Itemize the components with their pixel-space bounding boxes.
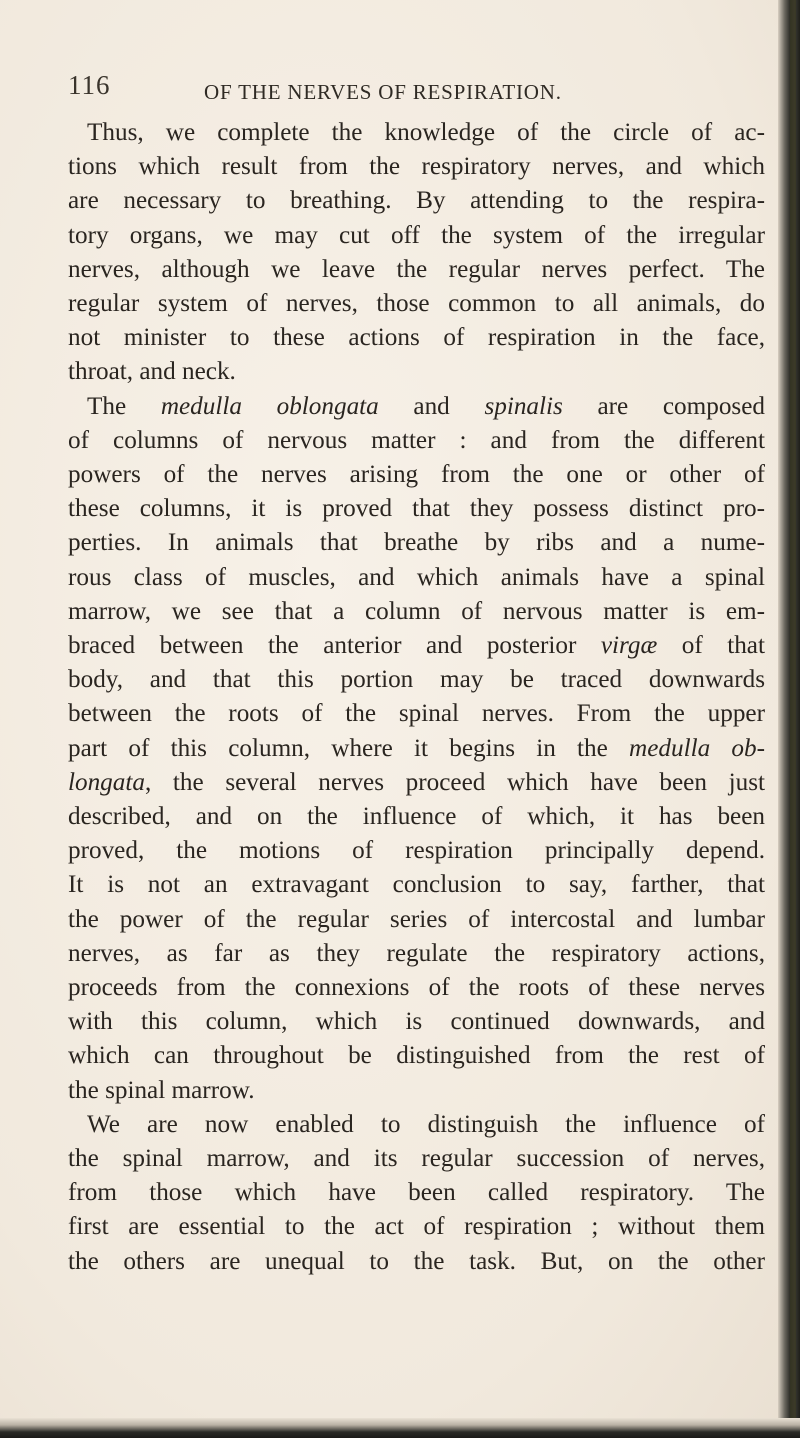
text-line: marrow, we see that a column of nervous matter is em- xyxy=(68,597,765,625)
text-line: proved, the motions of respiration principally depend. xyxy=(68,837,765,865)
text-line: body, and that this portion may be traced downwards xyxy=(68,666,765,694)
text-line: tory organs, we may cut off the system of the irregular xyxy=(68,221,765,249)
text-line: rous class of muscles, and which animals have a spinal xyxy=(68,563,765,591)
text-line: proceeds from the connexions of the roots of these nerves xyxy=(68,974,765,1001)
text-line: with this column, which is continued downwards, and xyxy=(68,1008,765,1036)
text-line: described, and on the influence of which, it has been xyxy=(68,803,765,830)
text-line: the spinal marrow. xyxy=(68,1076,255,1104)
text-line: not minister to these actions of respiration in the face, xyxy=(68,324,765,352)
text-line: regular system of nerves, those common to all animals, do xyxy=(68,290,765,317)
text-line: throat, and neck. xyxy=(68,358,236,386)
text-line: Thus, we complete the knowledge of the circle of ac- xyxy=(87,119,765,146)
page-bottom-shadow xyxy=(0,1418,800,1438)
text-line: nerves, although we leave the regular nerves perfect. The xyxy=(68,255,765,283)
text-line: tions which result from the respiratory nerves, and which xyxy=(68,153,765,181)
text-line: are necessary to breathing. By attending to the respira- xyxy=(68,187,765,215)
text-line: The medulla oblongata and spinalis are composed xyxy=(87,392,765,420)
text-line: the others are unequal to the task. But, on the other xyxy=(68,1247,765,1275)
text-line: perties. In animals that breathe by ribs and a nume- xyxy=(68,529,765,557)
page-edge-shadow xyxy=(778,0,800,1438)
text-line: first are essential to the act of respiration ; without them xyxy=(68,1213,765,1241)
page-edge-binding xyxy=(790,0,796,1438)
running-head: OF THE NERVES OF RESPIRATION. xyxy=(204,80,562,104)
text-line: It is not an extravagant conclusion to say, farther, that xyxy=(68,871,765,899)
text-line: from those which have been called respiratory. The xyxy=(68,1179,765,1207)
text-line: powers of the nerves arising from the one or other of xyxy=(68,461,765,488)
text-line: which can throughout be distinguished from the rest of xyxy=(68,1042,765,1070)
text-line: these columns, it is proved that they possess distinct pro- xyxy=(68,495,765,523)
text-line: braced between the anterior and posterior virgæ of that xyxy=(68,632,765,659)
text-line: the power of the regular series of intercostal and lumbar xyxy=(68,905,765,933)
text-line: nerves, as far as they regulate the respiratory actions, xyxy=(68,939,765,967)
text-line: part of this column, where it begins in the medulla ob- xyxy=(68,734,765,762)
text-line: We are now enabled to distinguish the influence of xyxy=(87,1110,765,1138)
text-line: longata, the several nerves proceed which have been just xyxy=(68,768,765,796)
text-line: the spinal marrow, and its regular succession of nerves, xyxy=(68,1145,765,1172)
text-line: between the roots of the spinal nerves. From the upper xyxy=(68,700,765,728)
text-line: of columns of nervous matter : and from the different xyxy=(68,426,765,454)
page-number: 116 xyxy=(68,70,111,100)
